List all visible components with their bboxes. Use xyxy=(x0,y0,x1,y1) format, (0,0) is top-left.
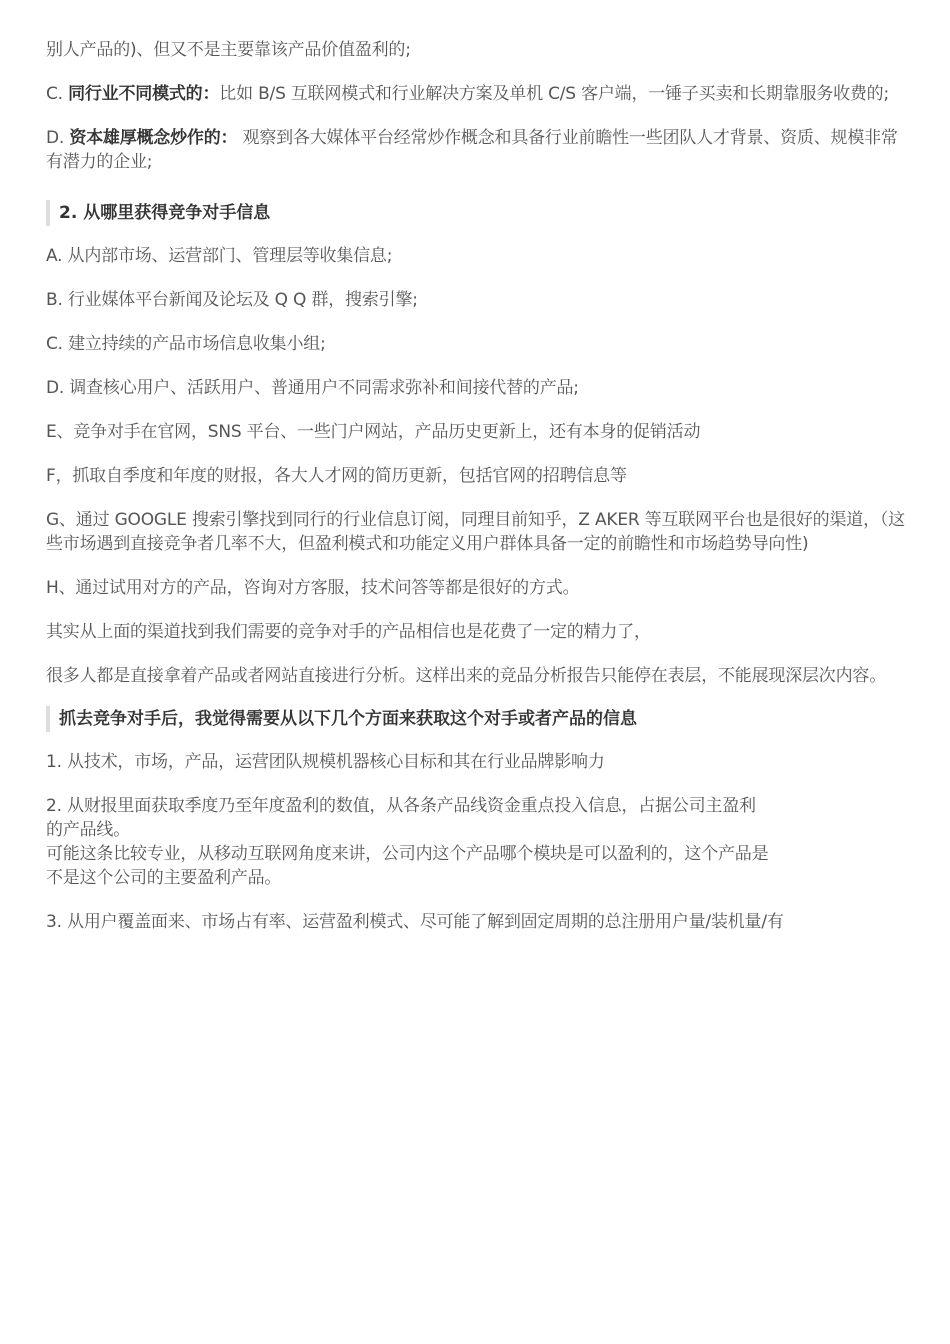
list-item: G、通过 GOOGLE 搜索引擎找到同行的行业信息订阅，同理目前知乎，Z AKER 等互联网平台也是很好的渠道，（这些市场遇到直接竞争者几率不大，但盈利模式和功能定义用户群体具备一定的前瞻性和市场趋势导向性) xyxy=(46,510,905,554)
list-item: F，抓取自季度和年度的财报，各大人才网的简历更新，包括官网的招聘信息等 xyxy=(46,466,627,486)
list-item: B. 行业媒体平台新闻及论坛及 Q Q 群，搜索引擎; xyxy=(46,290,418,310)
paragraph: 很多人都是直接拿着产品或者网站直接进行分析。这样出来的竞品分析报告只能停在表层，不能展现深层次内容。 xyxy=(46,666,886,686)
list-item-line: 2. 从财报里面获取季度乃至年度盈利的数值，从各条产品线资金重点投入信息，占据公司主盈利 xyxy=(46,796,756,816)
list-item: 1. 从技术，市场，产品，运营团队规模机器核心目标和其在行业品牌影响力 xyxy=(46,752,605,772)
list-item-line: 可能这条比较专业，从移动互联网角度来讲，公司内这个产品哪个模块是可以盈利的，这个产品是 xyxy=(46,844,769,864)
paragraph-c-prefix: C. xyxy=(46,84,69,104)
paragraph-d-text: 观察到各大媒体平台经常炒作概念和具备行业前瞻性一些团队人才背景、资质、规模非常有潜力的企业; xyxy=(46,128,898,172)
list-item-line: 不是这个公司的主要盈利产品。 xyxy=(46,868,282,888)
list-item: A. 从内部市场、运营部门、管理层等收集信息; xyxy=(46,246,393,266)
document-body xyxy=(46,38,906,934)
paragraph-c-bold: 同行业不同模式的： xyxy=(68,84,220,104)
paragraph-d-prefix: D. xyxy=(46,128,70,148)
list-item: C. 建立持续的产品市场信息收集小组; xyxy=(46,334,326,354)
paragraph: 其实从上面的渠道找到我们需要的竞争对手的产品相信也是花费了一定的精力了， xyxy=(46,622,651,642)
section-heading-aspects: 抓去竞争对手后，我觉得需要从以下几个方面来获取这个对手或者产品的信息 xyxy=(46,706,906,732)
list-item: D. 调查核心用户、活跃用户、普通用户不同需求弥补和间接代替的产品; xyxy=(46,378,579,398)
section-heading-sources: 2. 从哪里获得竞争对手信息 xyxy=(46,200,906,226)
paragraph-c xyxy=(46,82,906,106)
paragraph-d xyxy=(46,126,906,174)
paragraph-d-bold: 资本雄厚概念炒作的： xyxy=(69,128,238,148)
list-item: H、通过试用对方的产品，咨询对方客服，技术问答等都是很好的方式。 xyxy=(46,578,580,598)
paragraph-intro-tail: 别人产品的)、但又不是主要靠该产品价值盈利的; xyxy=(46,40,411,60)
list-item: 3. 从用户覆盖面来、市场占有率、运营盈利模式、尽可能了解到固定周期的总注册用户量/装机量/有 xyxy=(46,912,784,932)
list-item: E、竞争对手在官网，SNS 平台、一些门户网站，产品历史更新上，还有本身的促销活动 xyxy=(46,422,701,442)
list-item-line: 的产品线。 xyxy=(46,820,130,840)
paragraph-c-text: 比如 B/S 互联网模式和行业解决方案及单机 C/S 客户端，一锤子买卖和长期靠服务收费的; xyxy=(219,84,889,104)
